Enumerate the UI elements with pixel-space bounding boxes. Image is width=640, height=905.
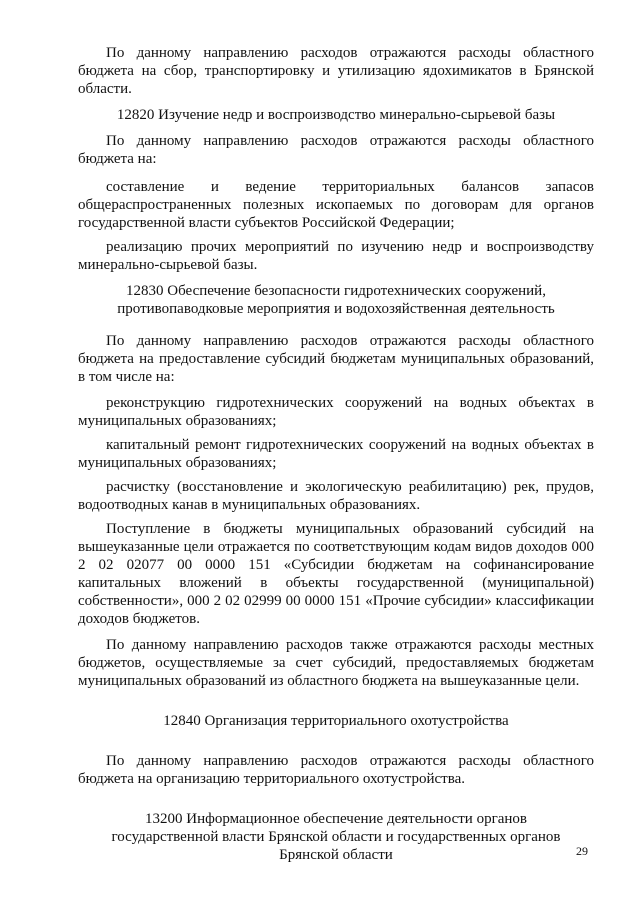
document-body (78, 44, 594, 864)
section-heading: 12840 Организация территориального охотустройства (163, 713, 509, 729)
list-item: реализацию прочих мероприятий по изучению недр и воспроизводству минерально-сырьевой базы. (78, 239, 594, 273)
paragraph: По данному направлению расходов отражаются расходы областного бюджета на: (78, 133, 594, 167)
paragraph: По данному направлению расходов также отражаются расходы местных бюджетов, осуществляемые за счет субсидий, предоставляемых бюджетам муниципальных образований из областного бюджета на вышеуказанные цели. (78, 637, 594, 689)
list-item: капитальный ремонт гидротехнических сооружений на водных объектах в муниципальных образованиях; (78, 437, 594, 471)
page-number: 29 (576, 844, 588, 858)
list-item: реконструкцию гидротехнических сооружений на водных объектах в муниципальных образованиях; (78, 395, 594, 429)
paragraph: По данному направлению расходов отражаются расходы областного бюджета на сбор, транспортировку и утилизацию ядохимикатов в Брянской области. (78, 45, 594, 97)
paragraph: Поступление в бюджеты муниципальных образований субсидий на вышеуказанные цели отражается по соответствующим кодам видов доходов 000 2 02 02077 00 0000 151 «Субсидии бюджетам на софинансирование капитальных вложений в объекты государственной (муниципальной) собственности», 000 2 02 02999 00 0000 151 «Прочие субсидии» классификации доходов бюджетов. (78, 521, 594, 627)
section-heading: 12830 Обеспечение безопасности гидротехнических сооружений, противопаводковые мероприятия и водохозяйственная деятельность (117, 283, 555, 317)
paragraph: По данному направлению расходов отражаются расходы областного бюджета на организацию территориального охотустройства. (78, 753, 594, 787)
list-item: составление и ведение территориальных балансов запасов общераспространенных полезных ископаемых по договорам для органов государственной власти субъектов Российской Федерации; (78, 179, 594, 231)
paragraph: По данному направлению расходов отражаются расходы областного бюджета на предоставление субсидий бюджетам муниципальных образований, в том числе на: (78, 333, 594, 385)
list-item: расчистку (восстановление и экологическую реабилитацию) рек, прудов, водоотводных канав в муниципальных образованиях. (78, 479, 594, 513)
section-heading: 12820 Изучение недр и воспроизводство минерально-сырьевой базы (116, 107, 556, 123)
section-heading: 13200 Информационное обеспечение деятельности органов государственной власти Брянской области и государственных органов Брянской области (111, 811, 561, 863)
